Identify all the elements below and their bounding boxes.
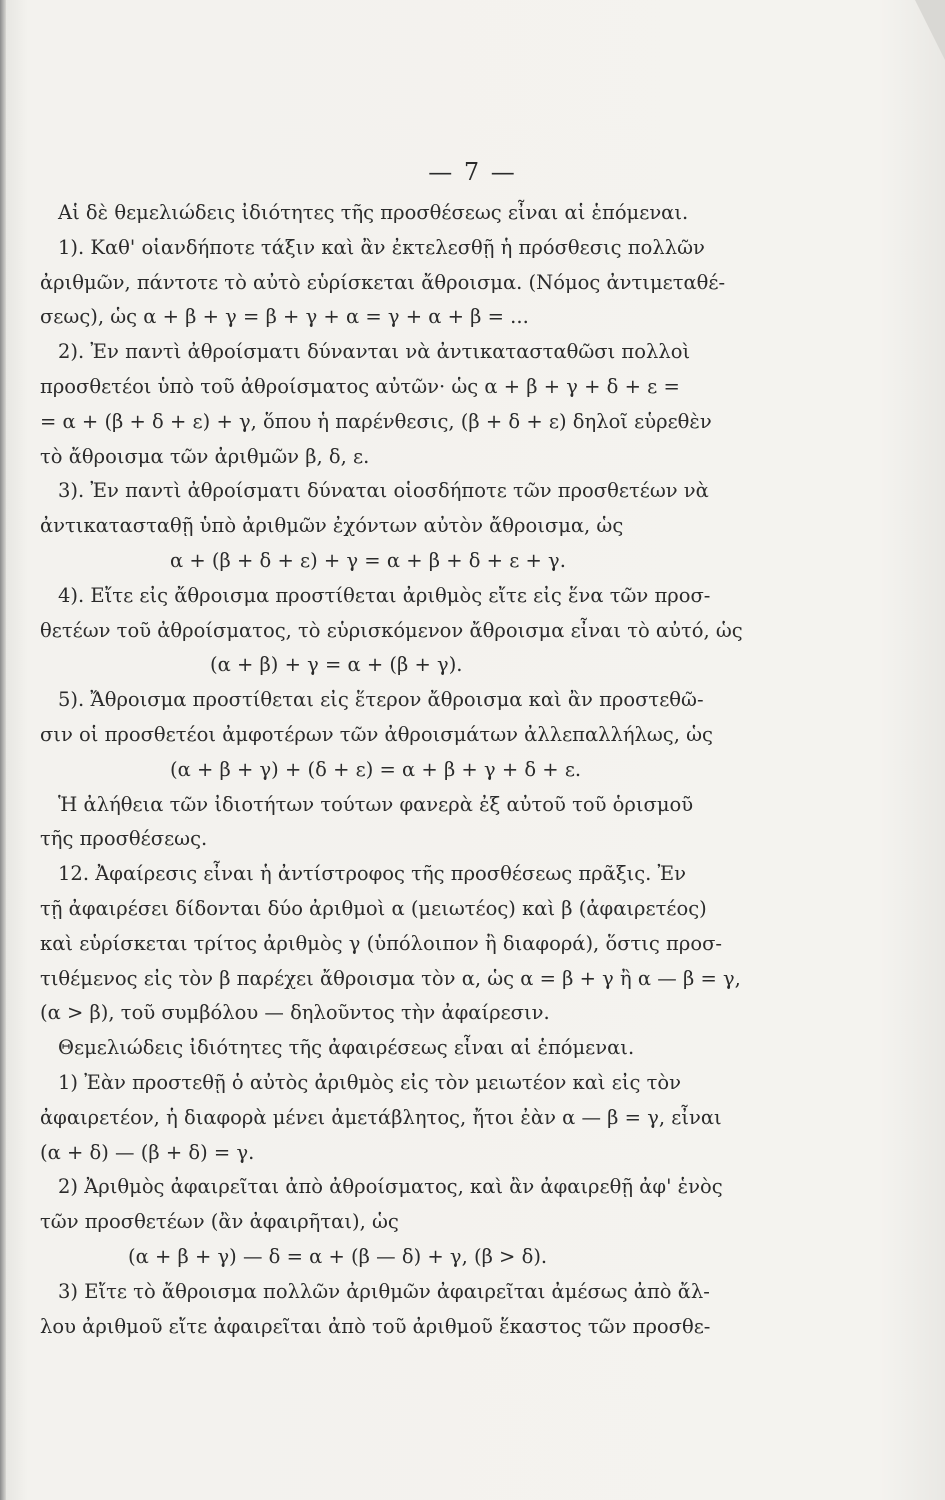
formula-line: (α + β + γ) + (δ + ε) = α + β + γ + δ + ε. bbox=[170, 757, 582, 781]
text-line: τὸ ἄθροισμα τῶν ἀριθμῶν β, δ, ε. bbox=[40, 444, 370, 468]
text-line: 5). Ἄθροισμα προστίθεται εἰς ἕτερον ἄθροισμα καὶ ἂν προστεθῶ- bbox=[58, 688, 704, 712]
text-line: 2) Ἀριθμὸς ἀφαιρεῖται ἀπὸ ἀθροίσματος, καὶ ἂν ἀφαιρεθῇ ἀφ' ἑνὸς bbox=[58, 1175, 723, 1199]
text-line: 12. Ἀφαίρεσις εἶναι ἡ ἀντίστροφος τῆς προσθέσεως πρᾶξις. Ἐν bbox=[58, 862, 687, 886]
text-line: 2). Ἐν παντὶ ἀθροίσματι δύνανται νὰ ἀντικατασταθῶσι πολλοὶ bbox=[58, 340, 691, 364]
text-line: καὶ εὑρίσκεται τρίτος ἀριθμὸς γ (ὑπόλοιπον ἢ διαφορά), ὅστις προσ- bbox=[40, 931, 722, 955]
text-line: (α > β), τοῦ συμβόλου — δηλοῦντος τὴν ἀφαίρεσιν. bbox=[40, 1001, 550, 1025]
text-line: 1) Ἐὰν προστεθῇ ὁ αὐτὸς ἀριθμὸς εἰς τὸν μειωτέον καὶ εἰς τὸν bbox=[58, 1070, 681, 1094]
text-line: ἀριθμῶν, πάντοτε τὸ αὐτὸ εὑρίσκεται ἄθροισμα. (Νόμος ἀντιμεταθέ- bbox=[40, 270, 726, 294]
text-line: 1). Καθ' οἱανδήποτε τάξιν καὶ ἂν ἐκτελεσθῇ ἡ πρόσθεσις πολλῶν bbox=[58, 235, 705, 259]
page-number: — 7 — bbox=[428, 158, 517, 186]
text-line: τῶν προσθετέων (ἂν ἀφαιρῆται), ὡς bbox=[40, 1210, 399, 1234]
text-line: θετέων τοῦ ἀθροίσματος, τὸ εὑρισκόμενον ἄθροισμα εἶναι τὸ αὐτό, ὡς bbox=[40, 618, 743, 642]
text-line: Θεμελιώδεις ἰδιότητες τῆς ἀφαιρέσεως εἶναι αἱ ἑπόμεναι. bbox=[58, 1036, 635, 1060]
page-text bbox=[40, 196, 743, 1344]
text-line: ἀφαιρετέον, ἡ διαφορὰ μένει ἀμετάβλητος, ἤτοι ἐὰν α — β = γ, εἶναι bbox=[40, 1105, 722, 1129]
text-line: σεως), ὡς α + β + γ = β + γ + α = γ + α + β = ... bbox=[40, 305, 529, 329]
text-line: τιθέμενος εἰς τὸν β παρέχει ἄθροισμα τὸν α, ὡς α = β + γ ἢ α — β = γ, bbox=[40, 966, 741, 990]
text-line: Αἱ δὲ θεμελιώδεις ἰδιότητες τῆς προσθέσεως εἶναι αἱ ἑπόμεναι. bbox=[58, 201, 689, 224]
text-line: 3) Εἴτε τὸ ἄθροισμα πολλῶν ἀριθμῶν ἀφαιρεῖται ἀμέσως ἀπὸ ἄλ- bbox=[58, 1279, 710, 1303]
text-line: τῇ ἀφαιρέσει δίδονται δύο ἀριθμοὶ α (μειωτέος) καὶ β (ἀφαιρετέος) bbox=[40, 896, 707, 920]
formula-line: (α + β) + γ = α + (β + γ). bbox=[210, 653, 463, 677]
text-line: λου ἀριθμοῦ εἴτε ἀφαιρεῖται ἀπὸ τοῦ ἀριθμοῦ ἕκαστος τῶν προσθε- bbox=[40, 1314, 711, 1338]
formula-line: (α + β + γ) — δ = α + (β — δ) + γ, (β > δ). bbox=[128, 1244, 548, 1268]
text-line: σιν οἱ προσθετέοι ἀμφοτέρων τῶν ἀθροισμάτων ἀλλεπαλλήλως, ὡς bbox=[40, 722, 713, 746]
page-spine-edge bbox=[0, 0, 6, 1500]
text-line: Ἡ ἀλήθεια τῶν ἰδιοτήτων τούτων φανερὰ ἐξ αὐτοῦ τοῦ ὁρισμοῦ bbox=[58, 792, 694, 816]
text-line: 3). Ἐν παντὶ ἀθροίσματι δύναται οἱοσδήποτε τῶν προσθετέων νὰ bbox=[58, 479, 709, 503]
formula-line: α + (β + δ + ε) + γ = α + β + δ + ε + γ. bbox=[170, 548, 566, 572]
text-line: (α + δ) — (β + δ) = γ. bbox=[40, 1140, 255, 1164]
text-line: τῆς προσθέσεως. bbox=[40, 827, 208, 851]
text-line: προσθετέοι ὑπὸ τοῦ ἀθροίσματος αὐτῶν· ὡς α + β + γ + δ + ε = bbox=[40, 374, 680, 398]
text-line: = α + (β + δ + ε) + γ, ὅπου ἡ παρένθεσις, (β + δ + ε) δηλοῖ εὑρεθὲν bbox=[40, 409, 712, 433]
text-line: 4). Εἴτε εἰς ἄθροισμα προστίθεται ἀριθμὸς εἴτε εἰς ἕνα τῶν προσ- bbox=[58, 583, 711, 607]
text-line: ἀντικατασταθῇ ὑπὸ ἀριθμῶν ἐχόντων αὐτὸν ἄθροισμα, ὡς bbox=[40, 514, 624, 538]
page-corner-fold bbox=[915, 0, 945, 60]
